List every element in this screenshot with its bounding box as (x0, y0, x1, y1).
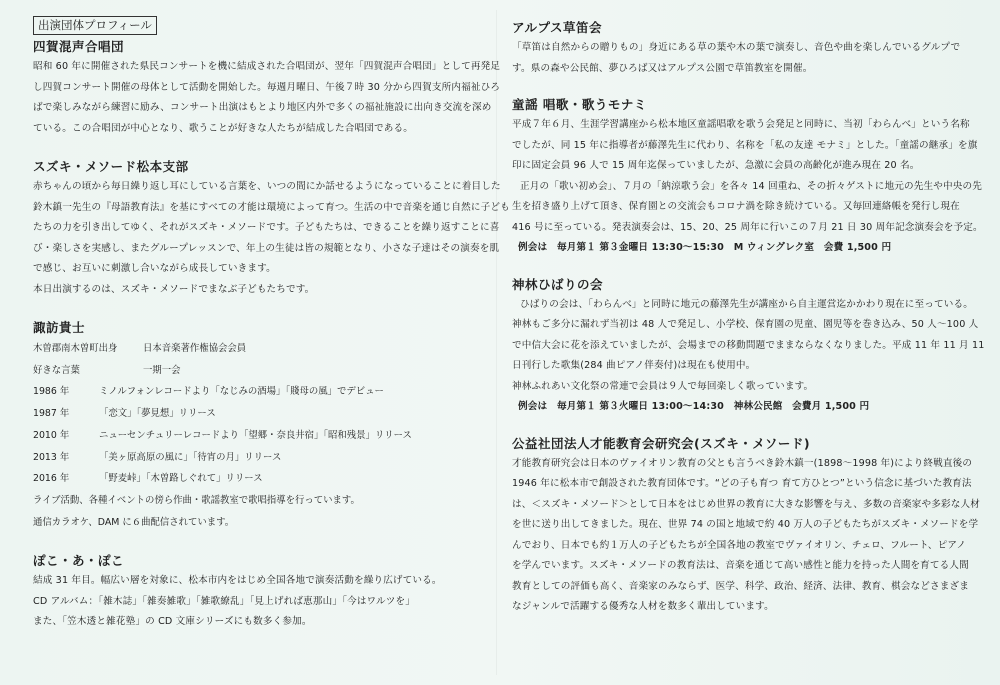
text-line: す。県の森や公民館、夢ひろば又はアルプス公園で草笛教室を開催。 (512, 62, 813, 74)
section-title: 諏訪貴士 (33, 320, 86, 335)
text-line: たちの力を引き出してゆく、それがスズキ・メソードです。子どもたちは、できることを繰り返すことに喜 (33, 222, 500, 233)
text-line: 正月の「歌い初め会」、７月の「納涼歌う会」を各々 14 回重ね、その折々ゲストに地元の先生や中央の先 (520, 180, 982, 192)
text-line: 教育としての評価も高く、音楽家のみならず、医学、科学、政治、経済、法律、教育、棋会などさまざま (512, 580, 969, 592)
text-line: 416 号に至っている。発表演奏会は、15、20、25 周年に行いこの７月 21 日 30 周年記念演奏会を予定。 (512, 221, 983, 233)
section-title: アルプス草笛会 (512, 20, 603, 35)
history-text: 「恋文」「夢見想」リリース (99, 408, 216, 420)
section-body (512, 115, 983, 259)
profile-value: 日本音楽著作権協会会員 (143, 343, 247, 354)
text-line: を学んでいます。スズキ・メソードの教育法は、音楽を通じて高い感性と能力を持った人間を育てる人間 (512, 560, 969, 571)
text-line: で中信大会に花を添えていましたが、会場までの移動問題でままならなくなりました。平成 11 年 11 月 11 (512, 339, 985, 351)
section-body (512, 454, 980, 618)
schedule-line: 例会は 毎月第１ 第３金曜日 13:30～15:30 M ウィングレク室 会費 1,500 円 (518, 242, 892, 253)
text-line: 「草笛は自然からの贈りもの」身近にある草の葉や木の葉で演奏し、音色や曲を楽しんでいるグルプで (512, 42, 961, 53)
history-year: 1987 年 (33, 408, 70, 420)
text-line: んでおり、日本でも約１万人の子どもたちが全国各地の教室でヴァイオリン、チェロ、フルート、ピアノ (512, 539, 967, 551)
text-line: ばで楽しみながら練習に励み、コンサート出演はもとより地区内外で多くの福祉施設に出向き交流を深め (33, 102, 492, 113)
history-year: 1986 年 (33, 386, 70, 398)
history-year: 2016 年 (33, 473, 70, 485)
right-column (512, 14, 985, 618)
text-line: 1946 年に松本市で創設された教育団体です。“どの子も育つ 育て方ひとつ”という信念に基づいた教育法 (512, 478, 972, 489)
text-line: 印に固定会員 96 人で 15 周年迄保っていましたが、急激に会員の高齢化が進み現在 20 名。 (512, 160, 920, 171)
section-body (33, 177, 510, 300)
history-text: 「美ヶ原高原の風に」「待宵の月」リリース (99, 451, 282, 463)
section-title: 童謡 唱歌・歌うモナミ (512, 97, 647, 112)
history-text: ミノルフォンレコードより「なじみの酒場」「賤母の風」でデビュー (99, 386, 384, 398)
text-line: また、「笠木透と雑花塾」の CD 文庫シリーズにも数多く参加。 (33, 616, 312, 628)
section-talent-education (512, 434, 980, 618)
activity-line (33, 490, 491, 512)
section-title: ぽこ・あ・ぽこ (33, 553, 125, 569)
history-row (33, 403, 491, 425)
section-poco-a-poco (33, 551, 491, 633)
section-title: 公益社団法人才能教育会研究会(スズキ・メソード) (512, 435, 811, 451)
section-title: 四賀混声合唱団 (33, 39, 125, 54)
section-utau-monami (512, 95, 983, 259)
section-body (512, 38, 980, 79)
schedule-line: 例会は 毎月第１ 第３火曜日 13:00～14:30 神林公民館 会費月 1,500 円 (518, 401, 870, 412)
text-line: で感じ、お互いに刺激し合いながら成長していきます。 (33, 263, 276, 274)
text-line: 鈴木鎮一先生の『母語教育法』を基にすべての才能は環境によって育つ。生活の中で音楽を通じ自然に子ども (33, 201, 510, 213)
text-line: 神林もご多分に漏れず当初は 48 人で発足し、小学校、保育園の児童、園児等を巻き込み、50 人～100 人 (512, 319, 979, 330)
section-body (33, 571, 491, 633)
history-text: 「野麦峠」「木曽路しぐれて」リリース (99, 473, 263, 485)
text-line: ひばりの会は、「わらんべ」と同時に地元の藤澤先生が講座から自主運営迄かかわり現在に至っている。 (520, 298, 973, 310)
text-line: 赤ちゃんの頃から毎日繰り返し耳にしている言葉を、いつの間にか話せるようになっていることに着目した (33, 181, 501, 192)
history-text: ニューセンチュリーレコードより「望郷・奈良井宿」「昭和残景」リリース (99, 429, 412, 441)
history-row (33, 425, 491, 447)
text-line: び・楽しさを実感し、またグループレッスンで、年上の生徒は皆の規範となり、小さな子達はその演奏を肌 (33, 242, 500, 254)
profile-key: 木曽郡南木曽町出身 (33, 343, 118, 354)
text-line: 結成 31 年目。幅広い層を対象に、松本市内をはじめ全国各地で演奏活動を繰り広げている。 (33, 575, 442, 587)
text-line: なジャンルで活躍する優秀な人材を数多く輩出しています。 (512, 601, 774, 612)
section-title: 神林ひばりの会 (512, 276, 604, 292)
column-divider (496, 10, 497, 675)
text-line: 生を招き盛り上げて頂き、保育園との交流会もコロナ渦を除き続けている。又毎回連絡帳を発行し現在 (512, 201, 960, 212)
profile-heading: 出演団体プロフィール (33, 16, 157, 35)
text-line: は、＜スズキ・メソード＞として日本をはじめ世界の教育に大きな影響を与え、多数の音楽家や多彩な人材 (512, 498, 980, 510)
left-column (33, 14, 510, 633)
text-line: 日刊行した歌集(284 曲ピアノ伴奏付)は現在も使用中。 (512, 360, 756, 371)
history-row (33, 447, 491, 469)
text-line: 平成７年６月、生涯学習講座から松本地区童謡唱歌を歌う会発足と同時に、当初「わらんべ」という名称 (512, 119, 970, 130)
history-row (33, 381, 491, 403)
profile-value: 一期一会 (143, 364, 181, 376)
section-kanbayashi-hibari (512, 275, 985, 418)
section-suzuki-matsumoto (33, 157, 510, 300)
text-line: CD アルバム：「雑木誌」「雑奏雑歌」「雑歌繚乱」「見上げれば恵那山」「今はワルツを」 (33, 595, 415, 607)
text-line: 本日出演するのは、スズキ・メソードでまなぶ子どもたちです。 (33, 283, 315, 295)
text-line: 神林ふれあい文化祭の常連で会員は９人で毎回楽しく歌っています。 (512, 380, 814, 392)
text-line: 昭和 60 年に開催された県民コンサートを機に結成された合唱団が、翌年「四賀混声合唱団」として再発足 (33, 61, 501, 72)
section-alps-kusabue (512, 18, 980, 79)
text-line: 才能教育研究会は日本のヴァイオリン教育の父とも言うべき鈴木鎮一(1898～1998 年)により終戦直後の (512, 457, 973, 469)
history-year: 2010 年 (33, 429, 70, 441)
activity-text: ライブ活動、各種イベントの傍ら作曲・歌謡教室で歌唱指導を行っています。 (33, 494, 360, 506)
profile-key: 好きな言葉 (33, 364, 80, 376)
profile-row (33, 338, 491, 360)
section-shiga-choir (33, 37, 501, 139)
history-year: 2013 年 (33, 451, 70, 463)
text-line: を世に送り出してきました。現在、世界 74 の国と地域で約 40 万人の子どもたちがスズキ・メソードを学 (512, 519, 979, 530)
section-body (512, 295, 985, 418)
section-title: スズキ・メソード松本支部 (33, 159, 189, 174)
profile-row (33, 360, 491, 382)
text-line: し四賀コンサート開催の母体として活動を開始した。毎週月曜日、午後７時 30 分から四賀支所内福祉ひろ (33, 81, 501, 93)
section-suwa-takashi (33, 318, 491, 533)
activity-text: 通信カラオケ、DAM に６曲配信されています。 (33, 516, 235, 528)
text-line: ている。この合唱団が中心となり、歌うことが好きな人たちが結成した合唱団である。 (33, 122, 414, 134)
section-body (33, 57, 501, 139)
activity-line (33, 512, 491, 534)
history-row (33, 468, 491, 490)
text-line: でしたが、同 15 年に指導者が藤澤先生に代わり、名称を「私の友達 モナミ」とした。「童謡の継承」を旗 (512, 139, 978, 151)
